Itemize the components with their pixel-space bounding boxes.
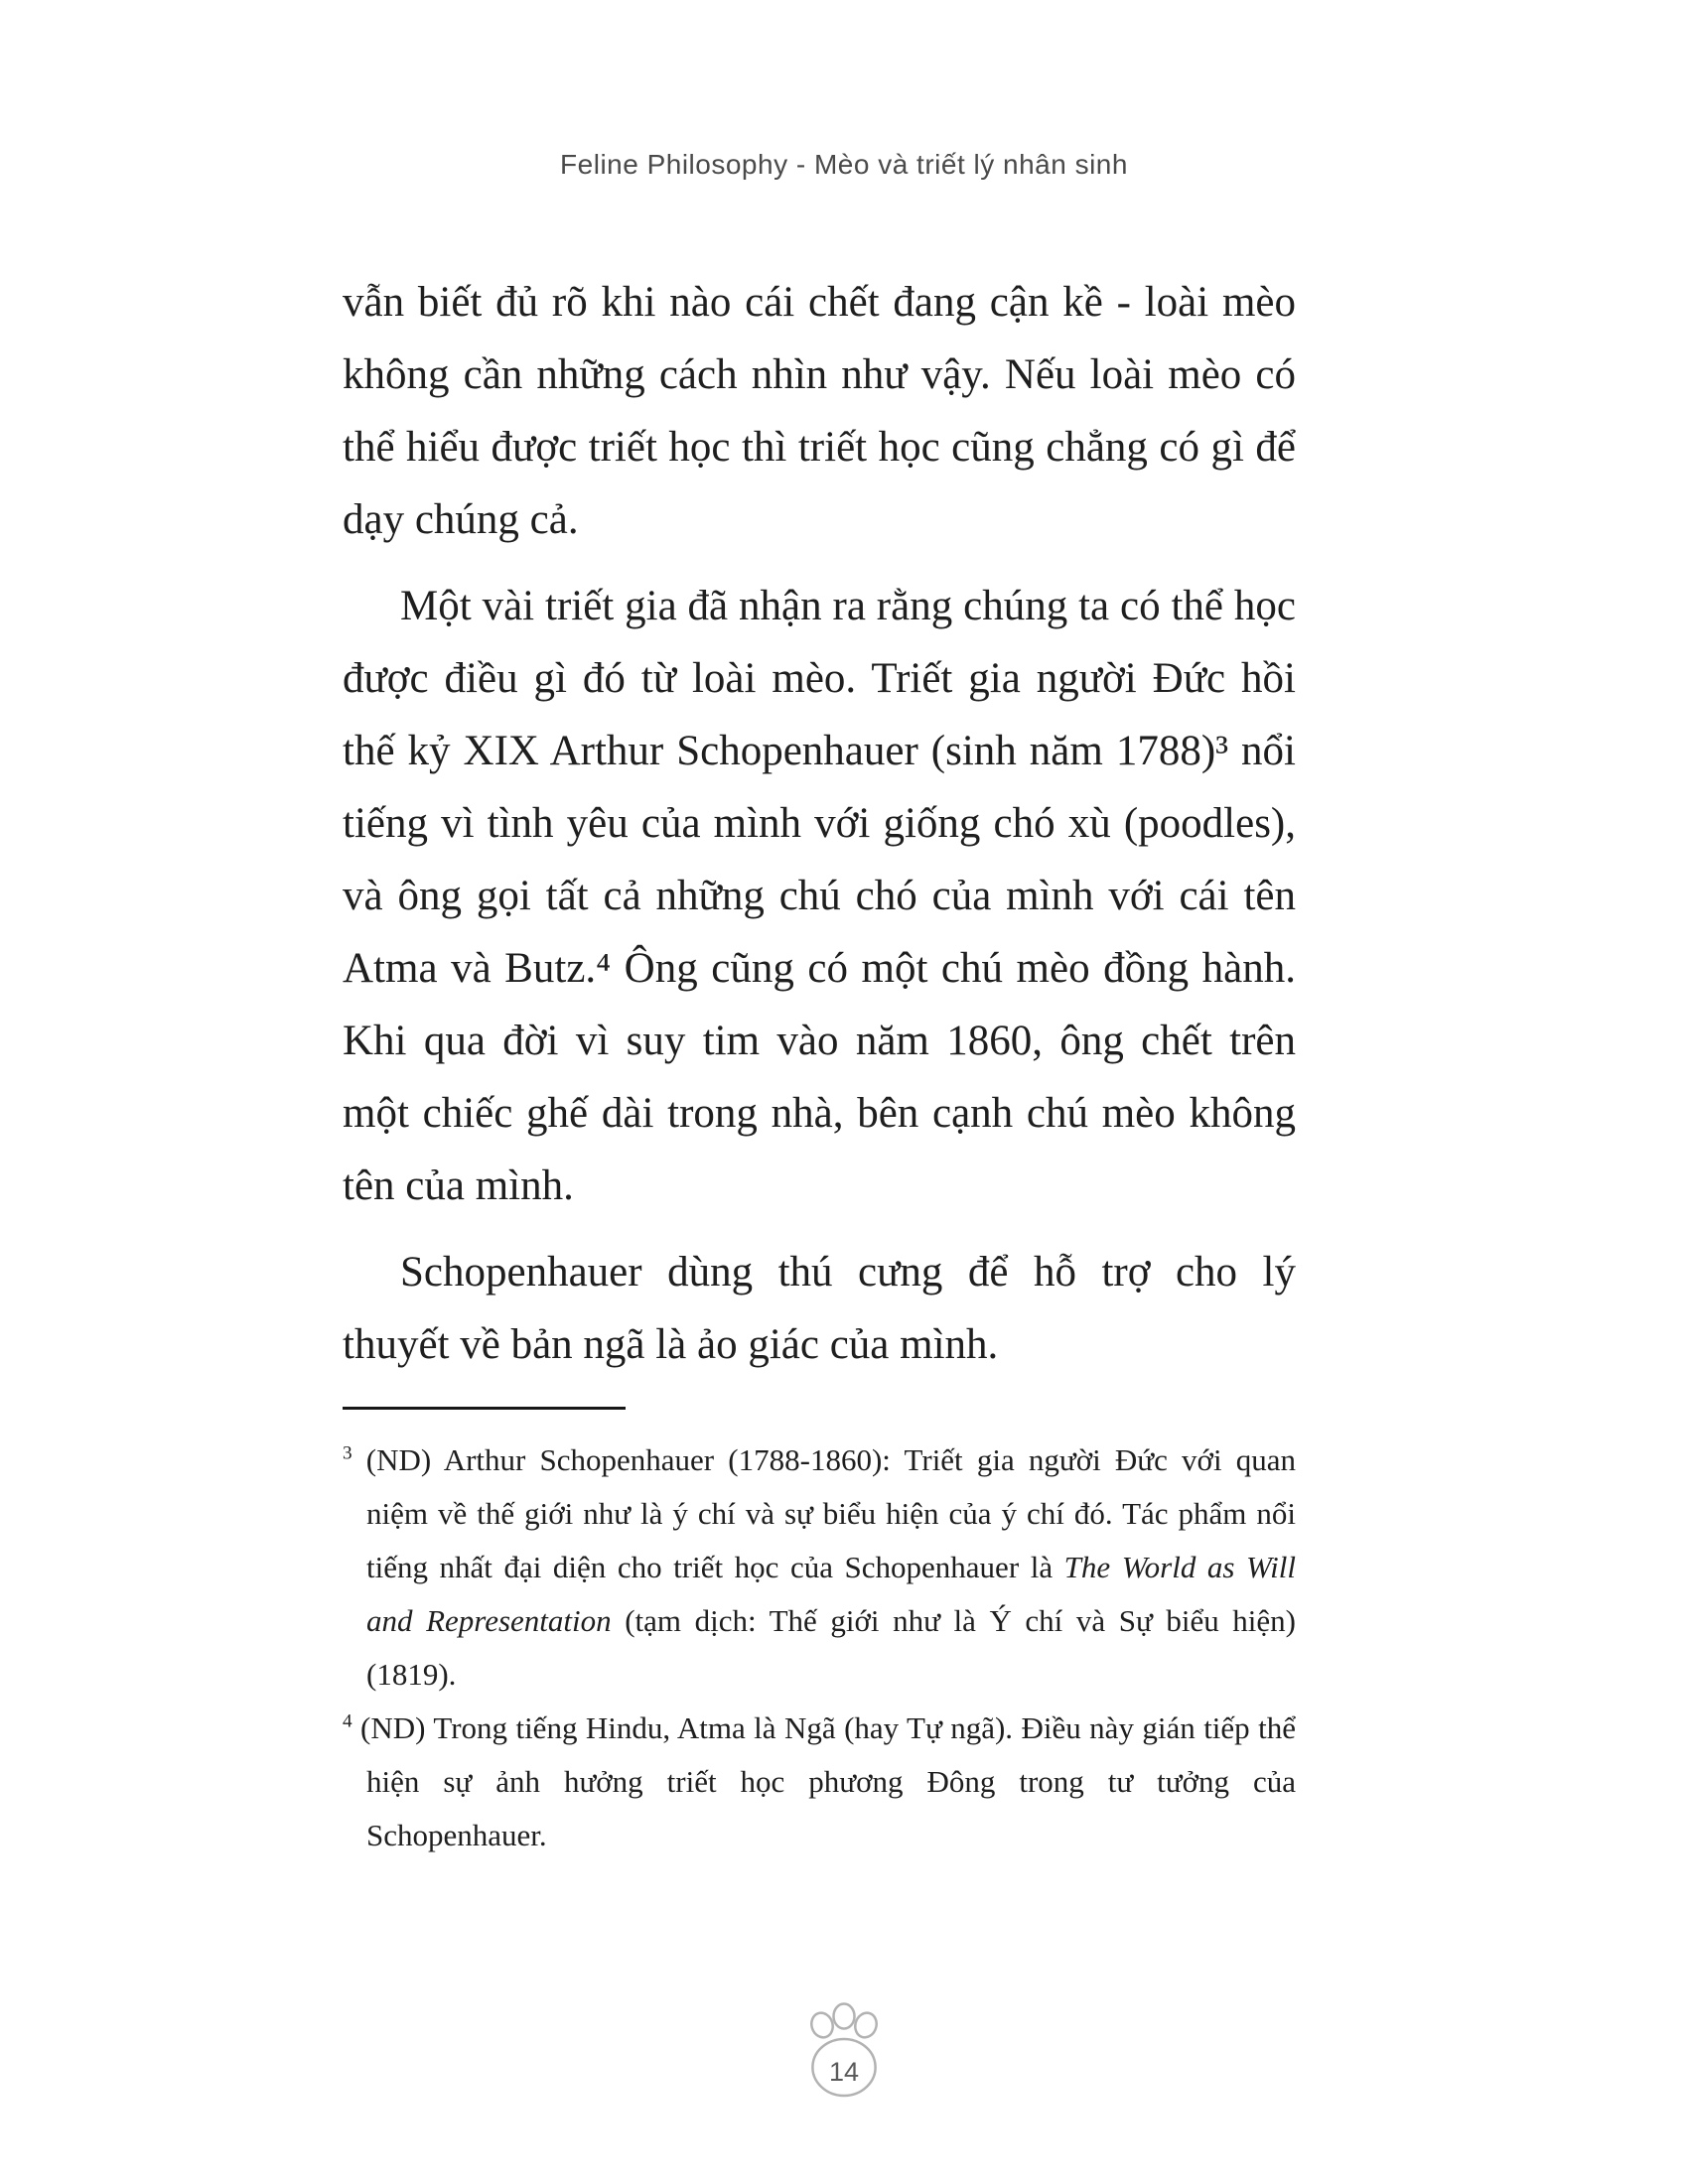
page-footer bbox=[0, 2001, 1688, 2105]
footnote-text-italic: The World as Will and Representation bbox=[366, 1550, 1296, 1638]
footnote-marker: 3 bbox=[343, 1442, 352, 1464]
footnote-text: (tạm dịch: Thế giới như là Ý chí và Sự biểu hiện) (1819). bbox=[366, 1603, 1296, 1692]
footnote-text: (ND) Trong tiếng Hindu, Atma là Ngã (hay Tự ngã). Điều này gián tiếp thể hiện sự ảnh hưởng triết học phương Đông trong tư tưởng của Schopenhauer. bbox=[352, 1710, 1296, 1852]
body-paragraph: vẫn biết đủ rõ khi nào cái chết đang cận kề - loài mèo không cần những cách nhìn như vậy. Nếu loài mèo có thể hiểu được triết học thì triết học cũng chẳng có gì để dạy chúng cả. bbox=[343, 279, 1296, 543]
page-content bbox=[343, 266, 1296, 1862]
paw-print-icon bbox=[786, 2001, 902, 2105]
footnote bbox=[343, 1433, 1296, 1702]
footnote-marker: 4 bbox=[343, 1710, 352, 1732]
page-number: 14 bbox=[828, 2057, 860, 2087]
footnote bbox=[343, 1702, 1296, 1862]
footnote-divider bbox=[343, 1407, 626, 1410]
body-text bbox=[343, 266, 1296, 1381]
page-header: Feline Philosophy - Mèo và triết lý nhân sinh bbox=[560, 149, 1128, 180]
body-paragraph: Một vài triết gia đã nhận ra rằng chúng ta có thể học được điều gì đó từ loài mèo. Triết gia người Đức hồi thế kỷ XIX Arthur Schopenhauer (sinh năm 1788)³ nổi tiếng vì tình yêu của mình với giống chó xù (poodles), và ông gọi tất cả những chú chó của mình với cái tên Atma và Butz.⁴ Ông cũng có một chú mèo đồng hành. Khi qua đời vì suy tim vào năm 1860, ông chết trên một chiếc ghế dài trong nhà, bên cạnh chú mèo không tên của mình. bbox=[343, 583, 1296, 1209]
body-paragraph: Schopenhauer dùng thú cưng để hỗ trợ cho lý thuyết về bản ngã là ảo giác của mình. bbox=[343, 1249, 1296, 1368]
footnotes bbox=[343, 1433, 1296, 1862]
footnote-text: (ND) Arthur Schopenhauer (1788-1860): Triết gia người Đức với quan niệm về thế giới như là ý chí và sự biểu hiện của ý chí đó. Tác phẩm nổi tiếng nhất đại diện cho triết học của Schopenhauer là bbox=[352, 1442, 1296, 1584]
